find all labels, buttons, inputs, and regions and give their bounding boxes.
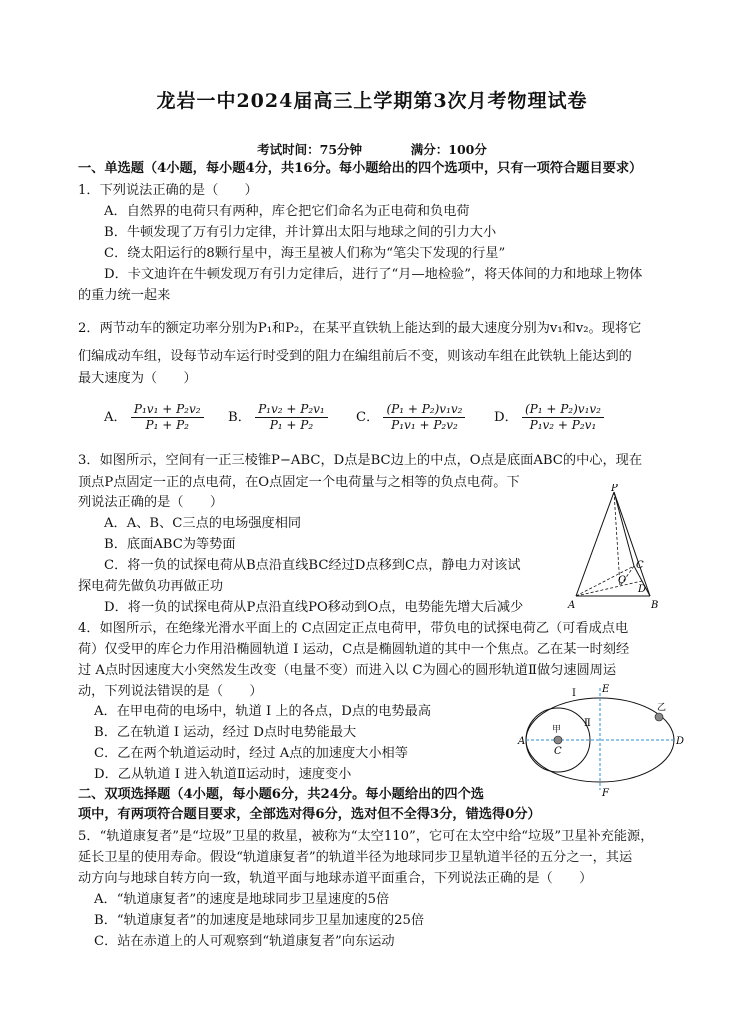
- pyramid-diagram: [566, 484, 666, 612]
- q3-option-a: A．A、B、C三点的电场强度相同: [104, 516, 302, 531]
- label-jia: 甲: [552, 725, 562, 735]
- q4-stem-1: 4．如图所示，在绝缘光滑水平面上的 C点固定正点电荷甲，带负电的试探电荷乙（可看成点电: [78, 621, 629, 636]
- q4-option-a: A．在甲电荷的电场中，轨道 Ⅰ 上的各点，D点的电势最高: [94, 704, 432, 719]
- label-p: P: [611, 484, 618, 494]
- q4-stem-4: 动，下列说法错误的是（ ）: [78, 684, 263, 699]
- q5-stem-3: 动方向与地球自转方向一致，轨道平面与地球赤道平面重合，下列说法正确的是（ ）: [78, 871, 593, 886]
- q2-option-b: B． $\frac{\text{P₁v₂ + P₂v₁}}{\text{P₁ + P₂}}$: [228, 402, 328, 433]
- q2-option-c: C． $\frac{\text{(P₁ + P₂)v₁v₂}}{\text{P₁v₁ + P₂v₂}}$: [356, 402, 465, 433]
- q3-option-c-cont: 探电荷先做负功再做正功: [78, 579, 224, 594]
- q5-option-a: A．“轨道康复者”的速度是地球同步卫星速度的5倍: [94, 892, 390, 907]
- q5-option-b: B．“轨道康复者”的加速度是地球同步卫星加速度的25倍: [94, 913, 425, 928]
- label-a: A: [518, 736, 526, 747]
- q2-option-a: A． $\frac{\text{P₁v₁ + P₂v₂}}{\text{P₁ + P₂}}$: [104, 402, 204, 433]
- label-a: A: [568, 600, 576, 611]
- label-e: E: [602, 684, 610, 695]
- q1-option-d-cont: 的重力统一起来: [78, 288, 171, 303]
- label-o: O: [618, 575, 627, 586]
- q5-option-c: C．站在赤道上的人可观察到“轨道康复者”向东运动: [94, 934, 395, 949]
- exam-meta: [0, 140, 744, 158]
- q3-stem-1: 3．如图所示，空间有一正三棱锥P−ABC，D点是BC边上的中点，O点是底面ABC的中心，现在: [78, 453, 643, 468]
- label-d: D: [676, 736, 685, 747]
- q5-stem-2: 延长卫星的使用寿命。假设“轨道康复者”的轨道半径为地球同步卫星轨道半径的五分之一，其运: [78, 850, 633, 865]
- q2-stem-1: 2．两节动车的额定功率分别为P₁和P₂，在某平直铁轨上能达到的最大速度分别为v₁和v₂。现将它: [78, 321, 642, 336]
- section-1-heading: 一、单选题（4小题，每小题4分，共16分。每小题给出的四个选项中，只有一项符合题目要求）: [78, 161, 643, 176]
- q4-option-b: B．乙在轨道 Ⅰ 运动，经过 D点时电势能最大: [94, 725, 357, 740]
- q1-option-d: D．卡文迪许在牛顿发现万有引力定律后，进行了“月—地检验”，将天体间的力和地球上物体: [104, 267, 643, 282]
- q3-option-c: C．将一负的试探电荷从B点沿直线BC经过D点移到C点，静电力对该试: [104, 558, 521, 573]
- section-2-heading-2: 项中，有两项符合题目要求，全部选对得6分，选对但不全得3分，错选得0分）: [78, 807, 541, 822]
- q4-stem-2: 荷）仅受甲的库仑力作用沿椭圆轨道 Ⅰ 运动，C点是椭圆轨道的其中一个焦点。乙在某一时刻经: [78, 642, 630, 657]
- q1-stem: 1．下列说法正确的是（ ）: [78, 183, 258, 198]
- q1-option-a: A．自然界的电荷只有两种，库仑把它们命名为正电荷和负电荷: [104, 204, 470, 219]
- label-c: C: [554, 746, 562, 757]
- orbit-2-label: Ⅱ: [584, 718, 591, 729]
- q2-stem-3: 最大速度为（ ）: [78, 371, 197, 386]
- exam-score: 满分：100分: [410, 142, 487, 157]
- label-b: B: [651, 600, 659, 611]
- q3-option-d: D．将一负的试探电荷从P点沿直线PO移动到O点，电势能先增大后减少: [104, 600, 524, 615]
- orbit-diagram: [514, 680, 690, 798]
- label-d: D: [638, 584, 647, 595]
- q4-option-c: C．乙在两个轨道运动时，经过 A点的加速度大小相等: [94, 746, 408, 761]
- label-yi: 乙: [657, 703, 667, 713]
- orbit-1-label: Ⅰ: [572, 688, 576, 699]
- q3-stem-3: 列说法正确的是（ ）: [78, 495, 224, 510]
- q1-option-c: C．绕太阳运行的8颗行星中，海王星被人们称为“笔尖下发现的行星”: [104, 246, 506, 261]
- q5-stem-1: 5．“轨道康复者”是“垃圾”卫星的救星，被称为“太空110”，它可在太空中给“垃圾”卫星补充能源，: [78, 829, 654, 844]
- exam-title: 龙岩一中2024届高三上学期第3次月考物理试卷: [156, 90, 588, 112]
- q3-option-b: B．底面ABC为等势面: [104, 537, 236, 552]
- label-f: F: [602, 788, 609, 798]
- q4-option-d: D．乙从轨道 Ⅰ 进入轨道Ⅱ运动时，速度变小: [94, 767, 352, 782]
- q2-stem-2: 们编成动车组，设每节动车运行时受到的阻力在编组前后不变，则该动车组在此铁轨上能达到的: [78, 349, 632, 364]
- label-c: C: [636, 560, 644, 571]
- q2-option-d: D． $\frac{\text{(P₁ + P₂)v₁v₂}}{\text{P₁v₂ + P₂v₁}}$: [494, 402, 604, 433]
- q3-stem-2: 顶点P点固定一正的点电荷，在O点固定一个电荷量与之相等的负点电荷。下: [78, 475, 520, 490]
- section-2-heading-1: 二、双项选择题（4小题，每小题6分，共24分。每小题给出的四个选: [78, 787, 484, 802]
- q1-option-b: B．牛顿发现了万有引力定律，并计算出太阳与地球之间的引力大小: [104, 225, 497, 240]
- q4-stem-3: 过 A点时因速度大小突然发生改变（电量不变）而进入以 C为圆心的圆形轨道Ⅱ做匀速圆周运: [78, 663, 617, 678]
- exam-time: 考试时间：75分钟: [257, 142, 363, 157]
